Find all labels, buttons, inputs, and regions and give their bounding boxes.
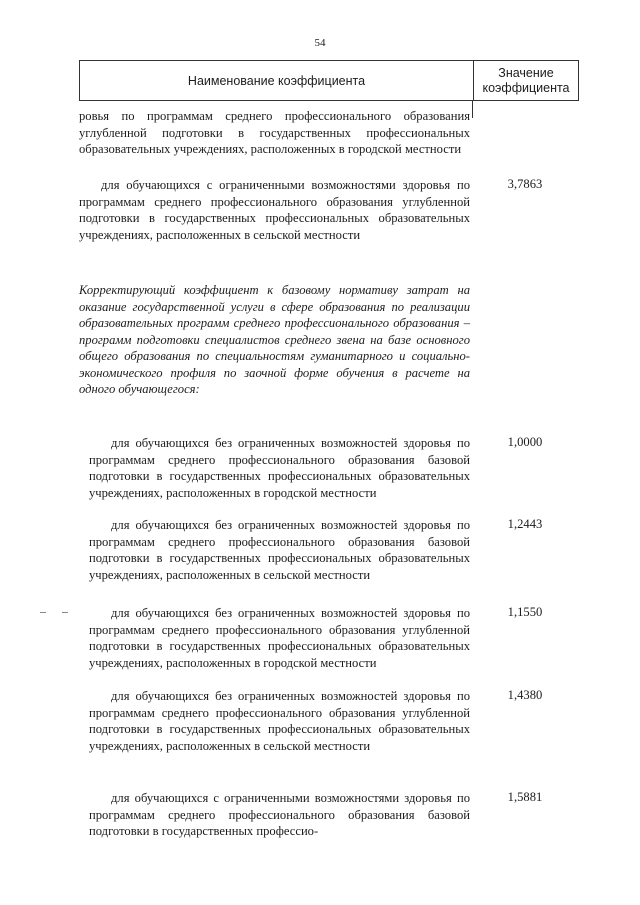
row-text: для обучающихся с ограниченными возможностями здоровья по программам среднего профессионального образования углубленной подготовки в государственных профессиональных образовательных учреждениях, расположенных в сельской местности [79, 178, 470, 242]
row-value: 1,4380 [507, 688, 543, 702]
row-value: 1,2443 [507, 517, 543, 531]
table-row [79, 177, 470, 243]
column-separator [472, 101, 473, 118]
section-description: Корректирующий коэффициент к базовому нормативу затрат на оказание государственной услуги в сфере образования по реализации образовательных программ среднего профессионального образования – программ подготовки специалистов среднего звена на базе основного общего образования по специальностям гуманитарного и социально-экономического профиля по заочной форме обучения в расчете на одного обучающегося: [79, 283, 470, 396]
table-row [79, 517, 470, 583]
header-value-line1: Значение [498, 65, 554, 80]
row-value: 1,5881 [507, 790, 543, 804]
table-row [79, 688, 470, 754]
scan-mark [62, 612, 68, 613]
row-value: 3,7863 [507, 177, 543, 191]
row-value: 1,0000 [507, 435, 543, 449]
header-name-cell: Наименование коэффициента [80, 61, 474, 100]
table-row [79, 108, 470, 158]
row-text: для обучающихся с ограниченными возможностями здоровья по программам среднего профессионального образования базовой подготовки в государственных профессио- [89, 791, 470, 838]
table-header [79, 60, 579, 101]
table-row [79, 790, 470, 840]
row-text: для обучающихся без ограниченных возможностей здоровья по программам среднего профессионального образования базовой подготовки в государственных профессиональных образовательных учреждениях, расположенных в сельской местности [89, 518, 470, 582]
row-text: для обучающихся без ограниченных возможностей здоровья по программам среднего профессионального образования углубленной подготовки в государственных профессиональных образовательных учреждениях, расположенных в сельской местности [89, 689, 470, 753]
row-text: для обучающихся без ограниченных возможностей здоровья по программам среднего профессионального образования углубленной подготовки в государственных профессиональных образовательных учреждениях, расположенных в городской местности [89, 606, 470, 670]
scan-mark [40, 612, 46, 613]
row-value: 1,1550 [507, 605, 543, 619]
row-text: ровья по программам среднего профессионального образования углубленной подготовки в государственных профессиональных образовательных учреждениях, расположенных в городской местности [79, 109, 470, 156]
header-value-cell [474, 61, 578, 100]
table-row [79, 435, 470, 501]
row-text: для обучающихся без ограниченных возможностей здоровья по программам среднего профессионального образования базовой подготовки в государственных профессиональных образовательных учреждениях, расположенных в городской местности [89, 436, 470, 500]
page-number: 54 [314, 37, 326, 49]
header-value-line2: коэффициента [482, 80, 570, 95]
table-row [79, 605, 470, 671]
